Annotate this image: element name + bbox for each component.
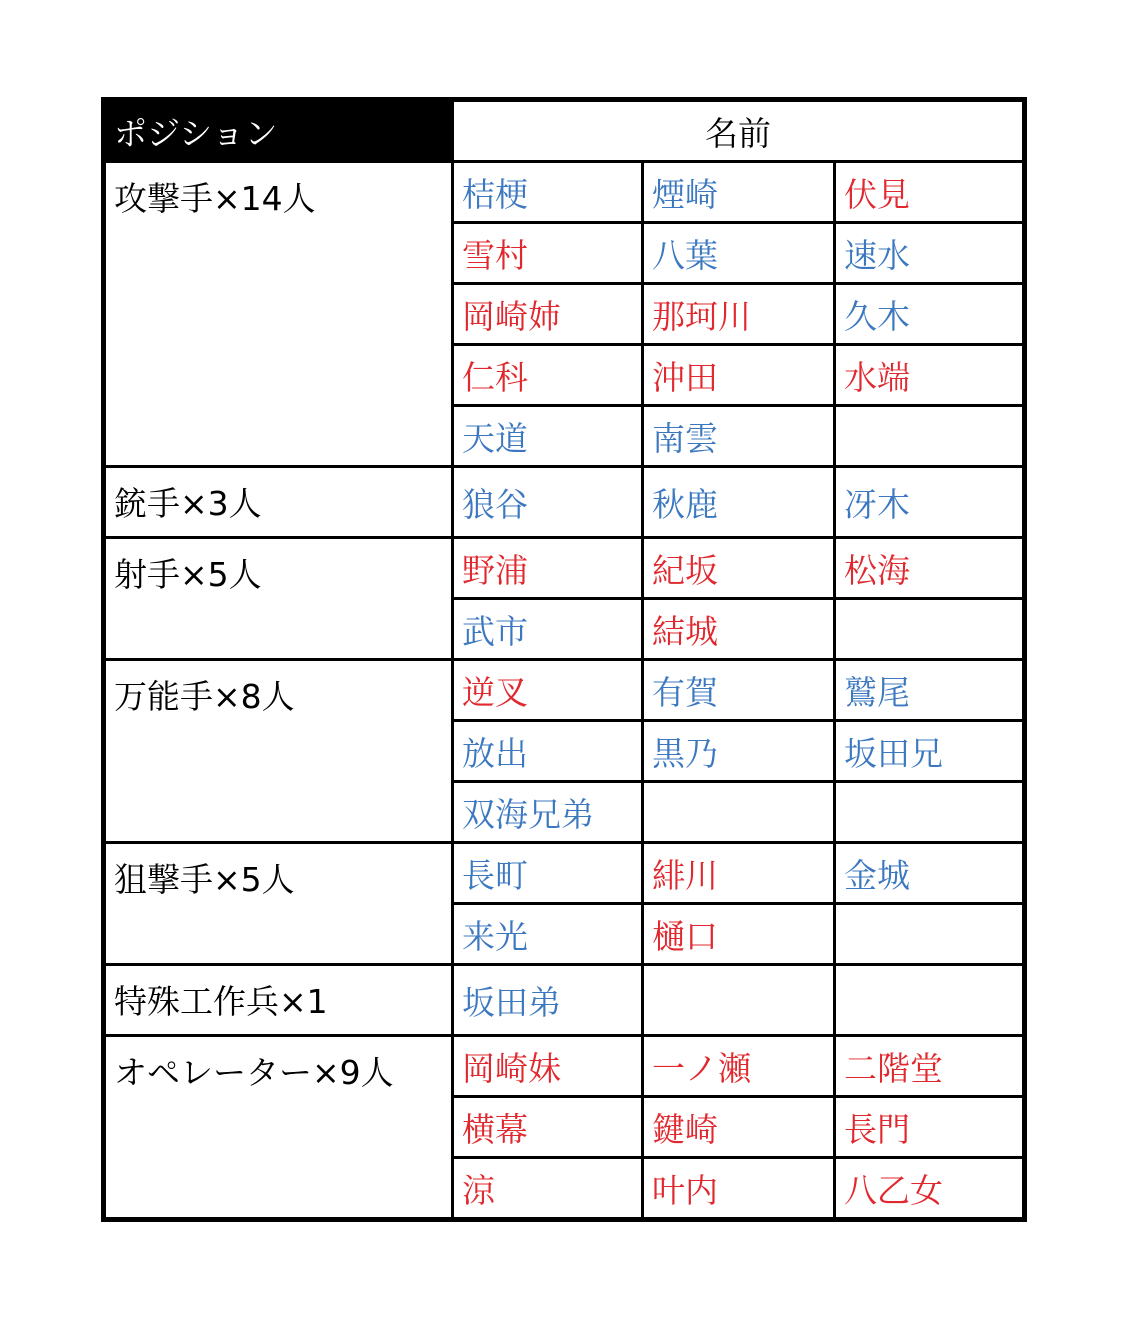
name-cell: 伏見 xyxy=(835,162,1025,223)
name-cell: 坂田兄 xyxy=(835,721,1025,782)
position-cell: 特殊工作兵×1 xyxy=(104,965,453,1036)
name-cell: 岡崎姉 xyxy=(453,284,643,345)
position-cell: オペレーター×9人 xyxy=(104,1036,453,1220)
position-cell: 攻撃手×14人 xyxy=(104,162,453,467)
name-cell: 来光 xyxy=(453,904,643,965)
position-cell: 万能手×8人 xyxy=(104,660,453,843)
name-cell: 沖田 xyxy=(643,345,835,406)
name-cell: 放出 xyxy=(453,721,643,782)
position-cell: 狙撃手×5人 xyxy=(104,843,453,965)
position-cell: 銃手×3人 xyxy=(104,467,453,538)
name-cell: 涼 xyxy=(453,1158,643,1220)
name-cell: 二階堂 xyxy=(835,1036,1025,1097)
name-cell: 八乙女 xyxy=(835,1158,1025,1220)
name-cell: 有賀 xyxy=(643,660,835,721)
name-cell: 紀坂 xyxy=(643,538,835,599)
name-cell: 煙崎 xyxy=(643,162,835,223)
name-cell: 久木 xyxy=(835,284,1025,345)
name-cell xyxy=(835,406,1025,467)
name-cell: 横幕 xyxy=(453,1097,643,1158)
position-roster-table xyxy=(101,97,1027,1222)
name-cell: 水端 xyxy=(835,345,1025,406)
name-cell xyxy=(835,782,1025,843)
name-cell: 緋川 xyxy=(643,843,835,904)
name-cell xyxy=(835,904,1025,965)
name-cell: 鍵崎 xyxy=(643,1097,835,1158)
name-cell: 樋口 xyxy=(643,904,835,965)
name-cell: 松海 xyxy=(835,538,1025,599)
name-cell: 長門 xyxy=(835,1097,1025,1158)
position-cell: 射手×5人 xyxy=(104,538,453,660)
name-cell xyxy=(643,782,835,843)
name-cell: 仁科 xyxy=(453,345,643,406)
name-cell: 武市 xyxy=(453,599,643,660)
table-row xyxy=(104,965,1025,1036)
name-cell: 狼谷 xyxy=(453,467,643,538)
header-row xyxy=(104,100,1025,162)
name-cell: 冴木 xyxy=(835,467,1025,538)
name-cell: 結城 xyxy=(643,599,835,660)
name-cell: 双海兄弟 xyxy=(453,782,643,843)
name-cell xyxy=(835,599,1025,660)
name-cell: 黒乃 xyxy=(643,721,835,782)
name-cell: 秋鹿 xyxy=(643,467,835,538)
name-cell: 坂田弟 xyxy=(453,965,643,1036)
name-cell: 一ノ瀬 xyxy=(643,1036,835,1097)
table-row xyxy=(104,660,1025,721)
name-header: 名前 xyxy=(453,100,1025,162)
table-row xyxy=(104,467,1025,538)
table-row xyxy=(104,162,1025,223)
name-cell: 岡崎妹 xyxy=(453,1036,643,1097)
name-cell: 那珂川 xyxy=(643,284,835,345)
table-row xyxy=(104,843,1025,904)
name-cell xyxy=(643,965,835,1036)
name-cell: 金城 xyxy=(835,843,1025,904)
name-cell: 雪村 xyxy=(453,223,643,284)
name-cell: 逆叉 xyxy=(453,660,643,721)
table-row xyxy=(104,1036,1025,1097)
name-cell: 南雲 xyxy=(643,406,835,467)
name-cell: 速水 xyxy=(835,223,1025,284)
name-cell: 天道 xyxy=(453,406,643,467)
name-cell: 八葉 xyxy=(643,223,835,284)
name-cell: 野浦 xyxy=(453,538,643,599)
name-cell: 長町 xyxy=(453,843,643,904)
name-cell: 叶内 xyxy=(643,1158,835,1220)
table-row xyxy=(104,538,1025,599)
name-cell xyxy=(835,965,1025,1036)
position-header: ポジション xyxy=(104,100,453,162)
name-cell: 鷲尾 xyxy=(835,660,1025,721)
name-cell: 桔梗 xyxy=(453,162,643,223)
